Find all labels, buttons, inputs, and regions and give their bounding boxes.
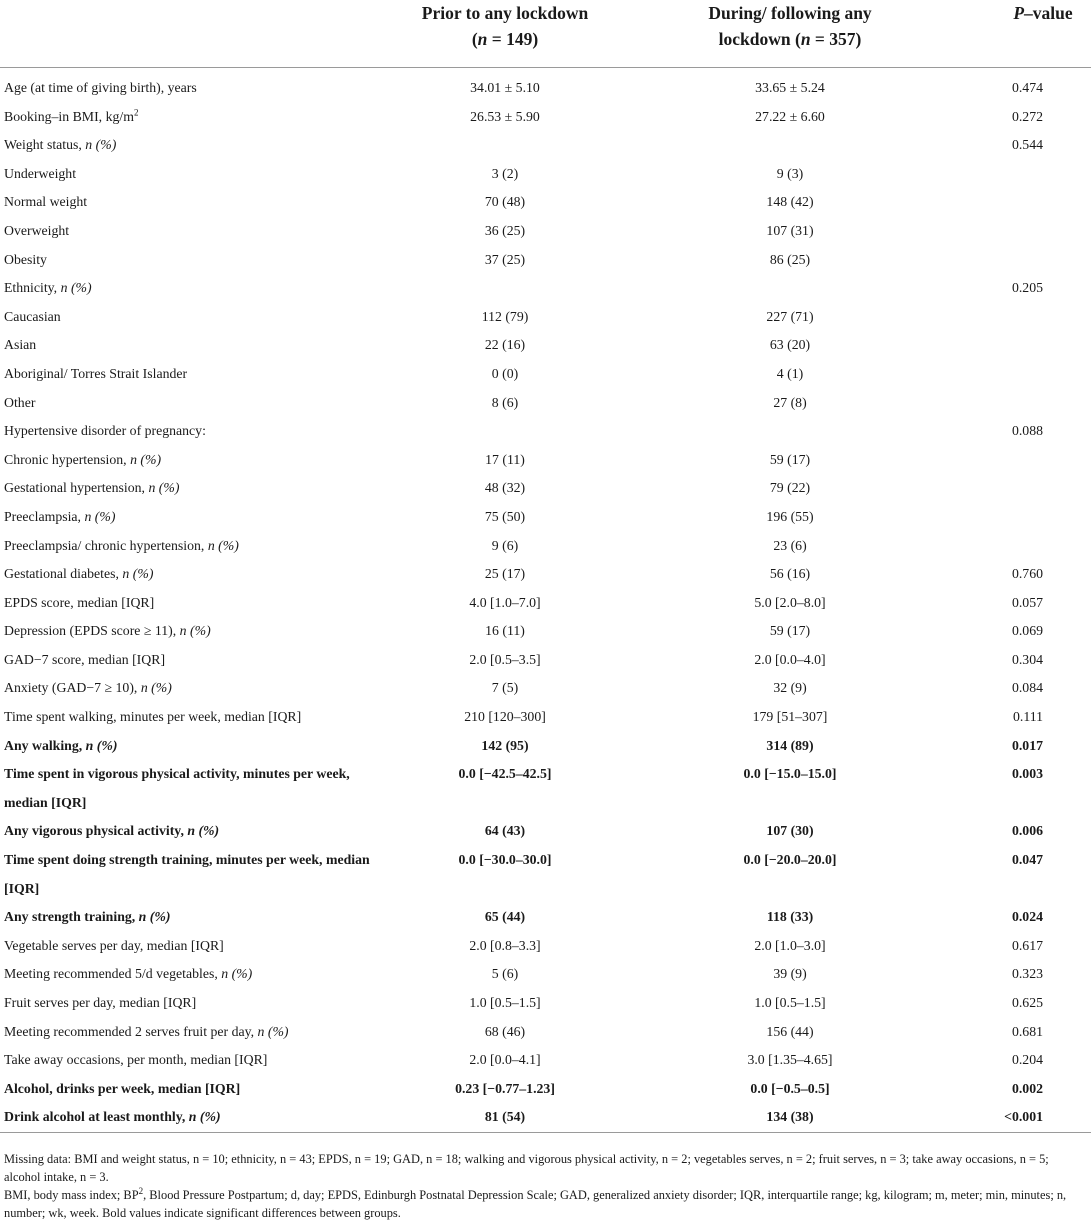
header-prior-line1: Prior to any lockdown: [421, 3, 589, 23]
cell-during-lockdown: 0.0 [−0.5–0.5]: [750, 1080, 830, 1096]
cell-during-lockdown: 0.0 [−15.0–15.0]: [743, 766, 837, 782]
table-row: [0, 989, 1091, 1018]
cell-p-value: [955, 474, 1091, 503]
footnote-abbrev-pre: BMI, body mass index; BP: [4, 1188, 139, 1202]
cell-during-lockdown: 86 (25): [769, 251, 811, 267]
table-row: [0, 246, 1091, 275]
row-label: [0, 703, 385, 732]
row-label-text: Caucasian: [4, 308, 61, 324]
row-label-text: Gestational diabetes,: [4, 566, 123, 582]
row-label-text: Time spent in vigorous physical activity, minutes per week, median [IQR]: [4, 766, 350, 810]
row-label-text: Overweight: [4, 222, 70, 238]
row-label-text: Booking–in BMI, kg/m: [4, 108, 134, 124]
cell-prior-lockdown: 7 (5): [491, 680, 519, 696]
row-label-text: Underweight: [4, 165, 77, 181]
cell-during-lockdown: 2.0 [0.0–4.0]: [754, 651, 826, 667]
cell-p-value: 0.088: [1011, 423, 1043, 439]
header-variable: [0, 0, 385, 68]
cell-during-lockdown: 4 (1): [776, 365, 804, 381]
cell-p-value: <0.001: [955, 1103, 1091, 1132]
row-label: [0, 160, 385, 189]
table-footnotes: [4, 1150, 1088, 1222]
table-row: [0, 760, 1091, 817]
cell-p-value: [955, 503, 1091, 532]
cell-p-value: 0.057: [1011, 594, 1043, 610]
table-row: [0, 389, 1091, 418]
cell-p-value: [955, 246, 1091, 275]
header-during-line2-post: = 357): [810, 29, 862, 49]
row-label-unit: n (%): [138, 909, 171, 925]
row-label-unit: n (%): [221, 966, 253, 982]
row-label-unit: n (%): [60, 280, 92, 296]
row-label: [0, 389, 385, 418]
row-label-text: GAD−7 score, median [IQR]: [4, 651, 166, 667]
cell-during-lockdown: 107 (31): [766, 222, 814, 238]
header-p-value: [955, 0, 1091, 68]
table-row: [0, 331, 1091, 360]
cell-prior-lockdown: 142 (95): [481, 737, 529, 753]
table-row: [0, 589, 1091, 618]
row-label: [0, 131, 385, 160]
row-label-text: Age (at time of giving birth), years: [4, 80, 197, 95]
row-label-text: Time spent walking, minutes per week, median [IQR]: [4, 709, 302, 725]
cell-during-lockdown: 5.0 [2.0–8.0]: [754, 594, 826, 610]
table-row: [0, 646, 1091, 675]
row-label-unit: n (%): [207, 537, 239, 553]
cell-p-value: 0.204: [1011, 1052, 1043, 1068]
header-during-lockdown: [625, 0, 955, 68]
cell-during-lockdown: 179 [51–307]: [752, 709, 828, 725]
cell-prior-lockdown: 75 (50): [484, 508, 526, 524]
cell-p-value: 0.617: [1011, 937, 1043, 953]
cell-during-lockdown: 1.0 [0.5–1.5]: [754, 995, 826, 1010]
cell-prior-lockdown: 9 (6): [491, 537, 519, 553]
cell-p-value: 0.002: [1011, 1080, 1043, 1096]
cell-p-value: 0.304: [1011, 651, 1043, 667]
row-label-unit: n (%): [140, 680, 172, 696]
cell-during-lockdown: 27 (8): [773, 394, 807, 410]
row-label: [0, 1075, 385, 1104]
row-label-unit: n (%): [187, 823, 220, 839]
cell-prior-lockdown: 210 [120–300]: [464, 709, 546, 725]
cell-during-lockdown: [625, 417, 955, 446]
cell-prior-lockdown: 112 (79): [481, 308, 529, 324]
cell-p-value: 0.272: [1011, 108, 1043, 124]
table-row: [0, 1103, 1091, 1132]
cell-p-value: 0.024: [1011, 909, 1043, 925]
row-label-text: EPDS score, median [IQR]: [4, 594, 155, 610]
row-label: [0, 560, 385, 589]
table-row: [0, 417, 1091, 446]
row-label-text: Other: [4, 394, 36, 410]
row-label: [0, 617, 385, 646]
row-label-text: Preeclampsia,: [4, 508, 85, 524]
cell-p-value: 0.544: [1011, 137, 1043, 153]
row-label-text: Asian: [4, 337, 37, 353]
row-label: [0, 1046, 385, 1075]
cell-prior-lockdown: 8 (6): [491, 394, 519, 410]
cell-prior-lockdown: 0.23 [−0.77–1.23]: [455, 1080, 555, 1096]
cell-prior-lockdown: [385, 274, 625, 303]
header-during-n: n: [800, 29, 811, 49]
cell-during-lockdown: 23 (6): [773, 537, 807, 553]
cell-p-value: 0.084: [1011, 680, 1043, 696]
row-label: [0, 417, 385, 446]
cell-prior-lockdown: 0 (0): [491, 365, 519, 381]
cell-prior-lockdown: 25 (17): [484, 566, 526, 582]
row-label: [0, 246, 385, 275]
cell-p-value: [955, 160, 1091, 189]
table-row: [0, 903, 1091, 932]
cell-during-lockdown: 0.0 [−20.0–20.0]: [743, 852, 837, 868]
cell-prior-lockdown: [385, 131, 625, 160]
cell-prior-lockdown: 0.0 [−30.0–30.0]: [458, 852, 552, 868]
cell-prior-lockdown: 65 (44): [484, 909, 526, 925]
row-label-unit: n (%): [122, 566, 154, 582]
cell-p-value: [955, 532, 1091, 561]
row-label-text: Any vigorous physical activity,: [4, 823, 188, 839]
row-label-text: Take away occasions, per month, median [IQR]: [4, 1052, 268, 1068]
cell-p-value: 0.069: [1011, 623, 1043, 639]
cell-during-lockdown: 33.65 ± 5.24: [755, 80, 825, 95]
cell-during-lockdown: 134 (38): [625, 1103, 955, 1132]
row-label-text: Weight status,: [4, 137, 86, 153]
cell-prior-lockdown: 34.01 ± 5.10: [470, 80, 540, 95]
cell-prior-lockdown: 81 (54): [385, 1103, 625, 1132]
row-label-text: Preeclampsia/ chronic hypertension,: [4, 537, 208, 553]
row-label: [0, 817, 385, 846]
table-row: [0, 188, 1091, 217]
row-label: [0, 274, 385, 303]
cell-p-value: [955, 217, 1091, 246]
table-row: [0, 503, 1091, 532]
cell-during-lockdown: 156 (44): [766, 1023, 814, 1039]
cell-prior-lockdown: 26.53 ± 5.90: [470, 108, 540, 124]
row-label: [0, 103, 385, 132]
footnote-abbrev-post: , Blood Pressure Postpartum; d, day; EPDS, Edinburgh Postnatal Depression Scale; GAD, generalized anxiety disorder; IQR, interquartile range; kg, kilogram; m, meter; min, minutes; n, number; wk, week. Bold values indicate significant differences between groups.: [4, 1188, 1067, 1220]
row-label: [0, 1103, 385, 1132]
row-label-unit: n (%): [85, 737, 118, 753]
cell-during-lockdown: 79 (22): [769, 480, 811, 496]
cell-prior-lockdown: 0.0 [−42.5–42.5]: [458, 766, 552, 782]
row-label: [0, 1018, 385, 1047]
cell-during-lockdown: 227 (71): [766, 308, 814, 324]
cell-prior-lockdown: 22 (16): [484, 337, 526, 353]
footnote-abbreviations: [4, 1186, 1088, 1222]
table-row: [0, 846, 1091, 903]
cell-prior-lockdown: 1.0 [0.5–1.5]: [469, 995, 541, 1010]
cell-prior-lockdown: 3 (2): [491, 165, 519, 181]
table-row: [0, 160, 1091, 189]
row-label-text: Any strength training,: [4, 909, 139, 925]
table-row: [0, 703, 1091, 732]
row-label-superscript: 2: [133, 107, 139, 117]
cell-p-value: 0.681: [1011, 1023, 1043, 1039]
row-label-unit: n (%): [257, 1023, 289, 1039]
table-row: [0, 274, 1091, 303]
header-prior-lockdown: [385, 0, 625, 68]
row-label: [0, 360, 385, 389]
cell-during-lockdown: 148 (42): [766, 194, 814, 210]
cell-prior-lockdown: 68 (46): [484, 1023, 526, 1039]
cell-p-value: 0.017: [1011, 737, 1043, 753]
cell-during-lockdown: 32 (9): [773, 680, 807, 696]
cell-p-value: 0.760: [1011, 566, 1043, 582]
row-label-text: Ethnicity,: [4, 280, 61, 296]
row-label: [0, 303, 385, 332]
cell-during-lockdown: 107 (30): [766, 823, 814, 839]
footnote-abbrev-sup: 2: [138, 1185, 144, 1196]
cell-p-value: 0.047: [1011, 852, 1043, 868]
row-label-text: Gestational hypertension,: [4, 480, 149, 496]
table-header: [0, 0, 1091, 68]
row-label: [0, 903, 385, 932]
row-label-text: Meeting recommended 2 serves fruit per day,: [4, 1023, 258, 1039]
table-row: [0, 817, 1091, 846]
row-label-text: Any walking,: [4, 737, 86, 753]
cell-during-lockdown: 196 (55): [766, 508, 814, 524]
cell-during-lockdown: [625, 131, 955, 160]
cell-during-lockdown: 59 (17): [769, 623, 811, 639]
row-label: [0, 732, 385, 761]
row-label-text: Anxiety (GAD−7 ≥ 10),: [4, 680, 141, 696]
row-label-unit: n (%): [130, 451, 162, 467]
row-label: [0, 589, 385, 618]
table-row: [0, 1018, 1091, 1047]
cell-during-lockdown: 2.0 [1.0–3.0]: [754, 937, 826, 953]
row-label: [0, 217, 385, 246]
row-label: [0, 68, 385, 103]
cell-prior-lockdown: 37 (25): [484, 251, 526, 267]
cell-p-value: [955, 389, 1091, 418]
row-label: [0, 760, 385, 817]
row-label-unit: n (%): [179, 623, 211, 639]
row-label-unit: n (%): [188, 1109, 221, 1125]
table-row: [0, 732, 1091, 761]
table-row: [0, 217, 1091, 246]
table-row: [0, 960, 1091, 989]
cell-p-value: 0.205: [1011, 280, 1043, 296]
header-prior-n: n: [477, 29, 488, 49]
cell-p-value: 0.625: [1011, 995, 1043, 1010]
cell-p-value: [955, 303, 1091, 332]
row-label-text: Vegetable serves per day, median [IQR]: [4, 937, 224, 953]
cell-prior-lockdown: 64 (43): [484, 823, 526, 839]
row-label: [0, 932, 385, 961]
cell-p-value: 0.111: [1012, 709, 1043, 725]
table-row: [0, 617, 1091, 646]
table-row: [0, 131, 1091, 160]
row-label-text: Normal weight: [4, 194, 88, 210]
footnote-missing-data: Missing data: BMI and weight status, n = 10; ethnicity, n = 43; EPDS, n = 19; GAD, n = 18; walking and vigorous physical activity, n = 2; vegetables serves, n = 2; fruit serves, n = 3; take away occasions, n = 5; alcohol intake, n = 3.: [4, 1152, 1049, 1184]
row-label-text: Time spent doing strength training, minutes per week, median [IQR]: [4, 852, 370, 896]
row-label: [0, 674, 385, 703]
table-row: [0, 560, 1091, 589]
row-label-text: Fruit serves per day, median [IQR]: [4, 995, 197, 1010]
header-prior-line2-pre: (: [471, 29, 478, 49]
table-row: [0, 68, 1091, 103]
row-label: [0, 989, 385, 1018]
row-label: [0, 503, 385, 532]
cell-p-value: 0.006: [1011, 823, 1043, 839]
cell-prior-lockdown: 5 (6): [491, 966, 519, 982]
cell-p-value: [955, 188, 1091, 217]
row-label-text: Aboriginal/ Torres Strait Islander: [4, 365, 188, 381]
cell-prior-lockdown: 4.0 [1.0–7.0]: [469, 594, 541, 610]
table-row: [0, 474, 1091, 503]
cell-during-lockdown: 56 (16): [769, 566, 811, 582]
header-prior-line2-post: = 149): [487, 29, 539, 49]
row-label-text: Meeting recommended 5/d vegetables,: [4, 966, 222, 982]
table-row: [0, 103, 1091, 132]
cell-during-lockdown: 63 (20): [769, 337, 811, 353]
cell-during-lockdown: 39 (9): [773, 966, 807, 982]
row-label-text: Hypertensive disorder of pregnancy:: [4, 423, 206, 439]
row-label-unit: n (%): [85, 137, 117, 153]
table-row: [0, 446, 1091, 475]
row-label: [0, 846, 385, 903]
cell-during-lockdown: 118 (33): [766, 909, 814, 925]
table-row: [0, 303, 1091, 332]
row-label-text: Alcohol, drinks per week, median [IQR]: [4, 1080, 241, 1096]
cell-p-value: 0.323: [1011, 966, 1043, 982]
cell-prior-lockdown: [385, 417, 625, 446]
cell-during-lockdown: 27.22 ± 6.60: [755, 108, 825, 124]
cell-prior-lockdown: 16 (11): [485, 623, 525, 639]
row-label: [0, 446, 385, 475]
cell-prior-lockdown: 70 (48): [484, 194, 526, 210]
cell-prior-lockdown: 36 (25): [484, 222, 526, 238]
header-during-line2-pre: lockdown (: [718, 29, 801, 49]
table-row: [0, 674, 1091, 703]
cell-prior-lockdown: 17 (11): [485, 451, 525, 467]
row-label-unit: n (%): [148, 480, 180, 496]
row-label: [0, 188, 385, 217]
row-label-text: Depression (EPDS score ≥ 11),: [4, 623, 180, 639]
cell-during-lockdown: [625, 274, 955, 303]
cell-prior-lockdown: 48 (32): [484, 480, 526, 496]
cell-p-value: [955, 360, 1091, 389]
cell-p-value: 0.003: [1011, 766, 1043, 782]
table-row: [0, 932, 1091, 961]
table-row: [0, 1046, 1091, 1075]
row-label-text: Chronic hypertension,: [4, 451, 131, 467]
cell-prior-lockdown: 2.0 [0.8–3.3]: [469, 937, 541, 953]
cell-prior-lockdown: 2.0 [0.0–4.1]: [469, 1052, 541, 1068]
cell-p-value: 0.474: [1011, 80, 1043, 95]
header-p-letter: P: [1013, 3, 1025, 23]
cell-during-lockdown: 3.0 [1.35–4.65]: [747, 1052, 833, 1068]
cell-during-lockdown: 314 (89): [766, 737, 814, 753]
table-body: [0, 68, 1091, 1133]
row-label: [0, 474, 385, 503]
cell-p-value: [955, 446, 1091, 475]
row-label: [0, 960, 385, 989]
row-label-unit: n (%): [84, 508, 116, 524]
row-label: [0, 646, 385, 675]
cell-p-value: [955, 331, 1091, 360]
cell-during-lockdown: 59 (17): [769, 451, 811, 467]
row-label-text: Drink alcohol at least monthly,: [4, 1109, 189, 1125]
table-row: [0, 360, 1091, 389]
row-label-text: Obesity: [4, 251, 47, 267]
header-p-rest: –value: [1024, 3, 1073, 23]
cell-prior-lockdown: 2.0 [0.5–3.5]: [469, 651, 541, 667]
row-label: [0, 532, 385, 561]
header-during-line1: During/ following any: [708, 3, 872, 23]
table-row: [0, 532, 1091, 561]
cell-during-lockdown: 9 (3): [776, 165, 804, 181]
row-label: [0, 331, 385, 360]
table-row: [0, 1075, 1091, 1104]
